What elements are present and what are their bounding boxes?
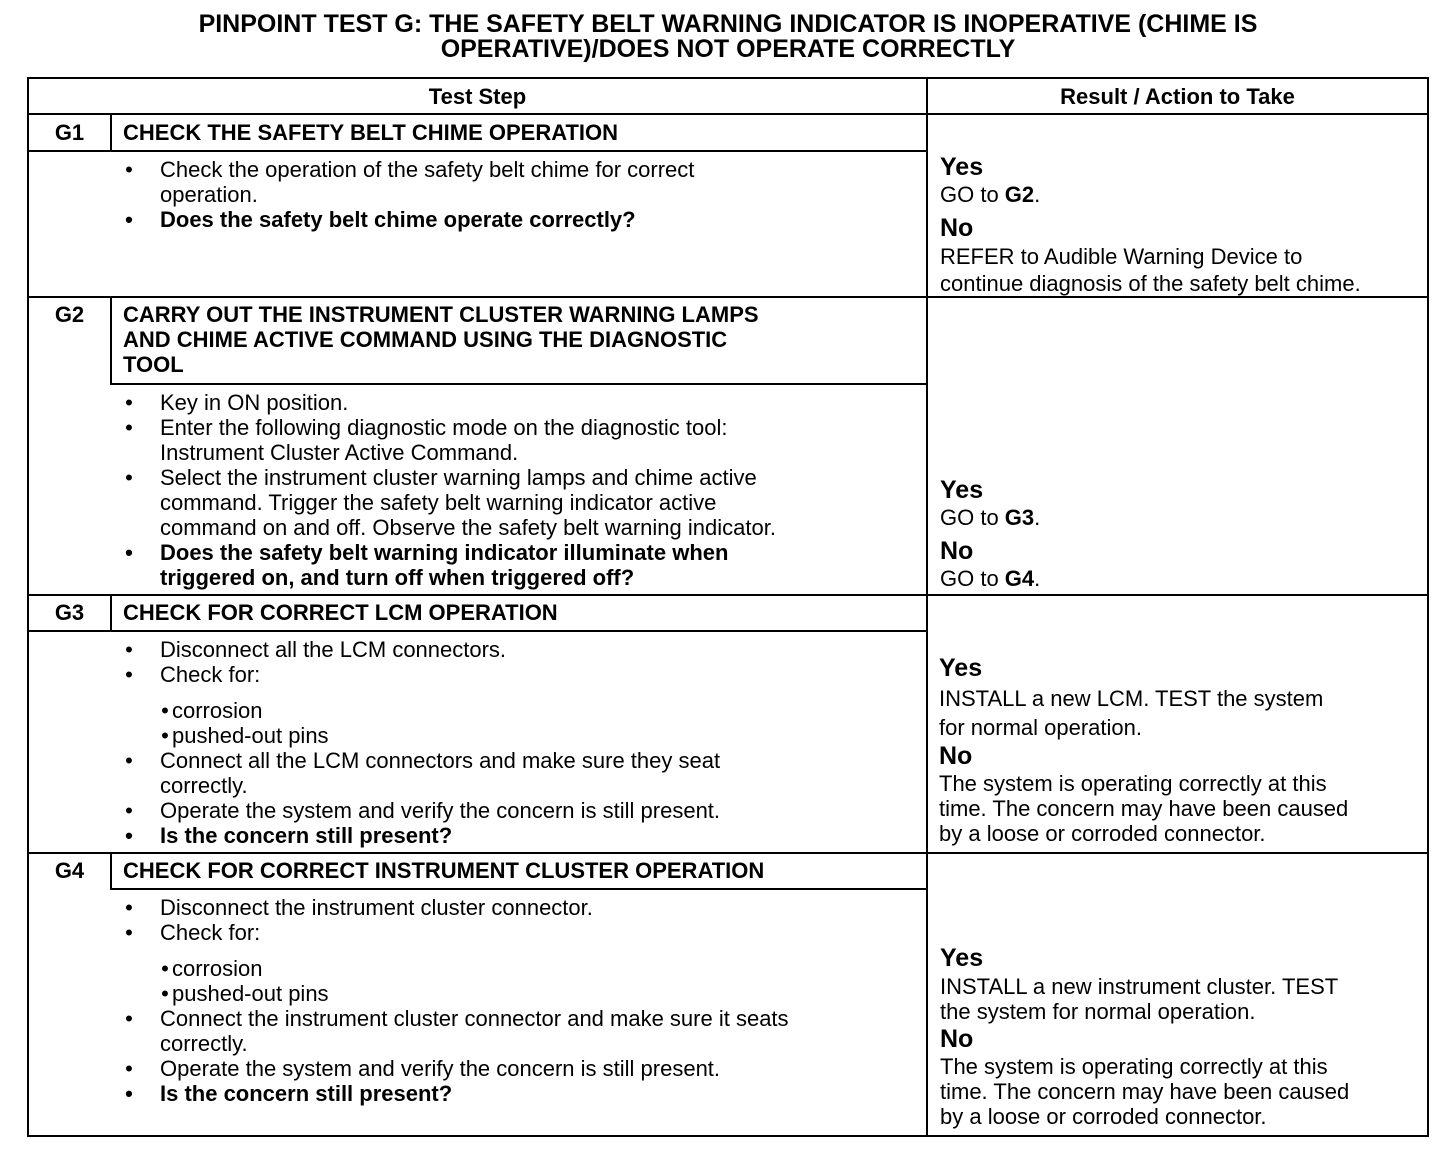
sub-bullet-line: corrosion	[172, 698, 263, 723]
bullet-icon: •	[125, 390, 133, 415]
bullet-icon: •	[125, 823, 133, 848]
sub-bullet-line: corrosion	[172, 956, 263, 981]
step-title	[123, 302, 759, 377]
bullet-line: correctly.	[160, 1031, 248, 1056]
step-title-line: CHECK FOR CORRECT LCM OPERATION	[123, 600, 558, 625]
sub-bullet-line: pushed-out pins	[172, 723, 329, 748]
bullet-line: correctly.	[160, 773, 248, 798]
sub-bullet-item	[122, 698, 720, 723]
page-title	[0, 12, 1456, 62]
sub-bullet-item	[122, 981, 789, 1006]
bullet-item-question	[122, 823, 720, 848]
result-cell	[940, 475, 1040, 591]
sub-bullet-line: pushed-out pins	[172, 981, 329, 1006]
bullet-line: Check the operation of the safety belt chime for correct	[160, 157, 695, 182]
no-action-line: time. The concern may have been caused	[939, 796, 1349, 821]
bullet-icon: •	[125, 662, 133, 687]
bullet-line: Select the instrument cluster warning lamps and chime active	[160, 465, 757, 490]
no-label: No	[940, 537, 974, 565]
bullet-icon: •	[125, 895, 133, 920]
bullet-line: Does the safety belt chime operate correctly?	[160, 207, 636, 232]
header-test-step: Test Step	[428, 84, 527, 109]
yes-label: Yes	[940, 476, 984, 504]
bullet-item	[122, 390, 776, 415]
bullet-icon: •	[125, 1081, 133, 1106]
bullet-line: Enter the following diagnostic mode on the diagnostic tool:	[160, 415, 728, 440]
yes-action-line: INSTALL a new instrument cluster. TEST	[940, 974, 1339, 999]
bullet-line: Key in ON position.	[160, 390, 349, 415]
step-id: G3	[54, 600, 85, 625]
step-id: G4	[54, 858, 85, 883]
sub-bullet-item	[122, 723, 720, 748]
bullet-icon: •	[125, 1006, 133, 1031]
bullet-item	[122, 415, 776, 465]
bullet-item	[122, 637, 720, 662]
step-title-line: TOOL	[123, 352, 184, 377]
bullet-icon: •	[125, 1056, 133, 1081]
bullet-line: Instrument Cluster Active Command.	[160, 440, 519, 465]
bullet-item-question	[122, 540, 776, 590]
bullet-line: Disconnect all the LCM connectors.	[160, 637, 507, 662]
bullet-line: Operate the system and verify the concern is still present.	[160, 798, 721, 823]
bullet-icon: •	[125, 207, 133, 232]
step-reference: G2	[1004, 182, 1035, 207]
sub-bullet-item	[122, 956, 789, 981]
step-title	[123, 858, 764, 883]
result-cell	[939, 653, 1348, 846]
bullet-line: Is the concern still present?	[160, 823, 453, 848]
bullet-icon: •	[125, 637, 133, 662]
step-id: G2	[54, 302, 85, 327]
yes-action-line: for normal operation.	[939, 715, 1142, 740]
title-line-2: OPERATIVE)/DOES NOT OPERATE CORRECTLY	[440, 35, 1016, 63]
bullet-line: Connect the instrument cluster connector and make sure it seats	[160, 1006, 789, 1031]
step-body	[122, 895, 789, 1106]
no-label: No	[939, 742, 973, 770]
bullet-item	[122, 748, 720, 798]
bullet-item	[122, 1006, 789, 1056]
bullet-line: command on and off. Observe the safety belt warning indicator.	[160, 515, 776, 540]
bullet-icon: •	[125, 748, 133, 773]
step-title-line: CHECK FOR CORRECT INSTRUMENT CLUSTER OPERATION	[123, 858, 765, 883]
bullet-icon: •	[161, 981, 169, 1006]
yes-label: Yes	[940, 944, 984, 972]
bullet-icon: •	[125, 157, 133, 182]
bullet-line: Is the concern still present?	[160, 1081, 453, 1106]
bullet-icon: •	[125, 415, 133, 440]
bullet-item	[122, 1056, 789, 1081]
step-title-line: CARRY OUT THE INSTRUMENT CLUSTER WARNING LAMPS	[123, 302, 759, 327]
bullet-line: triggered on, and turn off when triggered off?	[160, 565, 635, 590]
bullet-item-question	[122, 1081, 789, 1106]
no-action-line: by a loose or corroded connector.	[940, 1104, 1267, 1129]
bullet-line: Does the safety belt warning indicator illuminate when	[160, 540, 729, 565]
bullet-item	[122, 662, 720, 687]
step-reference: G4	[1004, 566, 1035, 591]
bullet-icon: •	[161, 723, 169, 748]
bullet-line: command. Trigger the safety belt warning indicator active	[160, 490, 717, 515]
bullet-item-question	[122, 207, 694, 232]
step-title	[123, 600, 558, 625]
result-cell	[940, 943, 1349, 1129]
step-reference: G3	[1004, 505, 1035, 530]
no-action-line: continue diagnosis of the safety belt chime.	[940, 271, 1361, 296]
bullet-icon: •	[125, 798, 133, 823]
yes-label: Yes	[939, 654, 983, 682]
bullet-line: Check for:	[160, 920, 261, 945]
header-result: Result / Action to Take	[1060, 84, 1295, 109]
result-cell	[940, 152, 1361, 296]
title-line-1: PINPOINT TEST G: THE SAFETY BELT WARNING INDICATOR IS INOPERATIVE (CHIME IS	[198, 10, 1258, 38]
no-action-line: The system is operating correctly at this	[940, 1054, 1328, 1079]
step-id: G1	[54, 120, 85, 145]
yes-action-line: INSTALL a new LCM. TEST the system	[939, 686, 1324, 711]
bullet-icon: •	[125, 920, 133, 945]
step-title	[123, 120, 618, 145]
bullet-line: Connect all the LCM connectors and make sure they seat	[160, 748, 721, 773]
no-label: No	[940, 214, 974, 242]
no-action-line: by a loose or corroded connector.	[939, 821, 1266, 846]
bullet-icon: •	[161, 698, 169, 723]
yes-action: GO to G2.	[940, 182, 1041, 207]
yes-action-line: the system for normal operation.	[940, 999, 1256, 1024]
bullet-icon: •	[161, 956, 169, 981]
step-title-line: CHECK THE SAFETY BELT CHIME OPERATION	[123, 120, 619, 145]
bullet-item	[122, 798, 720, 823]
no-label: No	[940, 1025, 974, 1053]
bullet-line: Check for:	[160, 662, 261, 687]
bullet-item	[122, 920, 789, 945]
no-action: GO to G4.	[940, 566, 1041, 591]
bullet-item	[122, 465, 776, 540]
step-body	[122, 157, 694, 232]
yes-label: Yes	[940, 153, 984, 181]
bullet-item	[122, 895, 789, 920]
bullet-line: Disconnect the instrument cluster connector.	[160, 895, 593, 920]
bullet-line: operation.	[160, 182, 258, 207]
no-action-line: time. The concern may have been caused	[940, 1079, 1350, 1104]
step-title-line: AND CHIME ACTIVE COMMAND USING THE DIAGNOSTIC	[123, 327, 728, 352]
step-body	[122, 390, 776, 590]
bullet-icon: •	[125, 540, 133, 565]
bullet-line: Operate the system and verify the concern is still present.	[160, 1056, 721, 1081]
no-action-line: The system is operating correctly at this	[939, 771, 1327, 796]
bullet-icon: •	[125, 465, 133, 490]
bullet-item	[122, 157, 694, 207]
step-body	[122, 637, 720, 848]
yes-action: GO to G3.	[940, 505, 1041, 530]
no-action-line: REFER to Audible Warning Device to	[940, 244, 1303, 269]
